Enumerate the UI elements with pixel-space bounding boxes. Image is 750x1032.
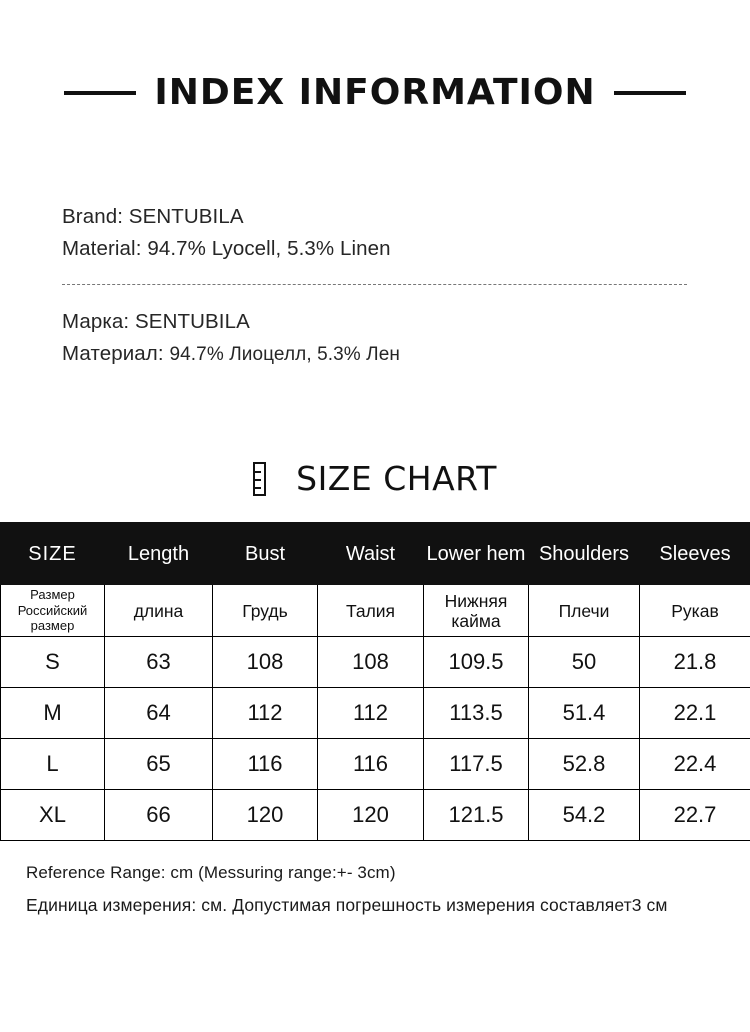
header-cell-size: SIZE: [1, 523, 105, 585]
table-row: [1, 688, 750, 739]
cell-bust: 112: [213, 688, 318, 739]
brand-label-en: Brand:: [62, 205, 123, 228]
size-chart-title: SIZE CHART: [296, 459, 497, 499]
cell-size: XL: [1, 790, 105, 841]
header-cell-lower-hem: Lower hem: [424, 523, 529, 585]
cell-shoulders: 52.8: [529, 739, 640, 790]
header-rule-left: [64, 91, 136, 95]
cell-bust: 120: [213, 790, 318, 841]
table-row: [1, 790, 750, 841]
ruler-icon: [253, 462, 266, 496]
material-line-ru: [62, 338, 698, 371]
table-row: [1, 739, 750, 790]
cell-waist: 108: [318, 637, 424, 688]
material-label-en: Material:: [62, 236, 142, 260]
cell-size: L: [1, 739, 105, 790]
header-cell-sleeves: Sleeves: [640, 523, 750, 585]
cell-waist: 112: [318, 688, 424, 739]
brand-label-ru: Марка:: [62, 309, 130, 333]
brand-line-ru: [62, 306, 698, 339]
subheader-cell-bust: Грудь: [213, 585, 318, 637]
cell-lower-hem: 109.5: [424, 637, 529, 688]
table-header-row-en: [1, 523, 750, 585]
material-value-en: 94.7% Lyocell, 5.3% Linen: [147, 236, 391, 260]
cell-size: M: [1, 688, 105, 739]
table-row: [1, 637, 750, 688]
cell-lower-hem: 113.5: [424, 688, 529, 739]
cell-length: 66: [105, 790, 213, 841]
index-information-block-ru: [62, 306, 698, 372]
header-cell-bust: Bust: [213, 523, 318, 585]
cell-sleeves: 22.1: [640, 688, 750, 739]
page-header: [0, 0, 750, 113]
cell-sleeves: 22.4: [640, 739, 750, 790]
header-cell-length: Length: [105, 523, 213, 585]
cell-sleeves: 22.7: [640, 790, 750, 841]
cell-lower-hem: 121.5: [424, 790, 529, 841]
brand-line-en: [62, 201, 698, 233]
index-information-block: [0, 201, 750, 371]
measurement-note: [0, 857, 750, 923]
page-title: INDEX INFORMATION: [154, 72, 596, 113]
dashed-divider: [62, 284, 687, 286]
cell-lower-hem: 117.5: [424, 739, 529, 790]
material-line-en: [62, 233, 698, 265]
subheader-cell-lower-hem: Нижняя кайма: [424, 585, 529, 637]
cell-waist: 116: [318, 739, 424, 790]
cell-sleeves: 21.8: [640, 637, 750, 688]
cell-length: 63: [105, 637, 213, 688]
table-header-row-ru: [1, 585, 750, 637]
header-rule-right: [614, 91, 686, 95]
subheader-cell-size: Размер Российский размер: [1, 585, 105, 637]
brand-value-ru: SENTUBILA: [135, 309, 250, 333]
cell-bust: 108: [213, 637, 318, 688]
header-cell-shoulders: Shoulders: [529, 523, 640, 585]
cell-shoulders: 51.4: [529, 688, 640, 739]
cell-bust: 116: [213, 739, 318, 790]
reference-range-ru: Единица измерения: см. Допустимая погрешность измерения составляет3 см: [26, 895, 668, 916]
cell-shoulders: 50: [529, 637, 640, 688]
subheader-cell-length: длина: [105, 585, 213, 637]
size-chart-heading: [0, 459, 750, 498]
brand-value-en: SENTUBILA: [128, 205, 244, 228]
header-cell-waist: Waist: [318, 523, 424, 585]
size-chart-table: [0, 522, 750, 841]
cell-size: S: [1, 637, 105, 688]
material-label-ru: Материал:: [62, 342, 164, 366]
cell-shoulders: 54.2: [529, 790, 640, 841]
subheader-cell-sleeves: Рукав: [640, 585, 750, 637]
reference-range-en: Reference Range: cm (Messuring range:+- 3cm): [26, 863, 396, 883]
cell-waist: 120: [318, 790, 424, 841]
subheader-cell-waist: Талия: [318, 585, 424, 637]
subheader-cell-shoulders: Плечи: [529, 585, 640, 637]
cell-length: 64: [105, 688, 213, 739]
material-value-ru: 94.7% Лиоцелл, 5.3% Лен: [169, 344, 400, 366]
cell-length: 65: [105, 739, 213, 790]
